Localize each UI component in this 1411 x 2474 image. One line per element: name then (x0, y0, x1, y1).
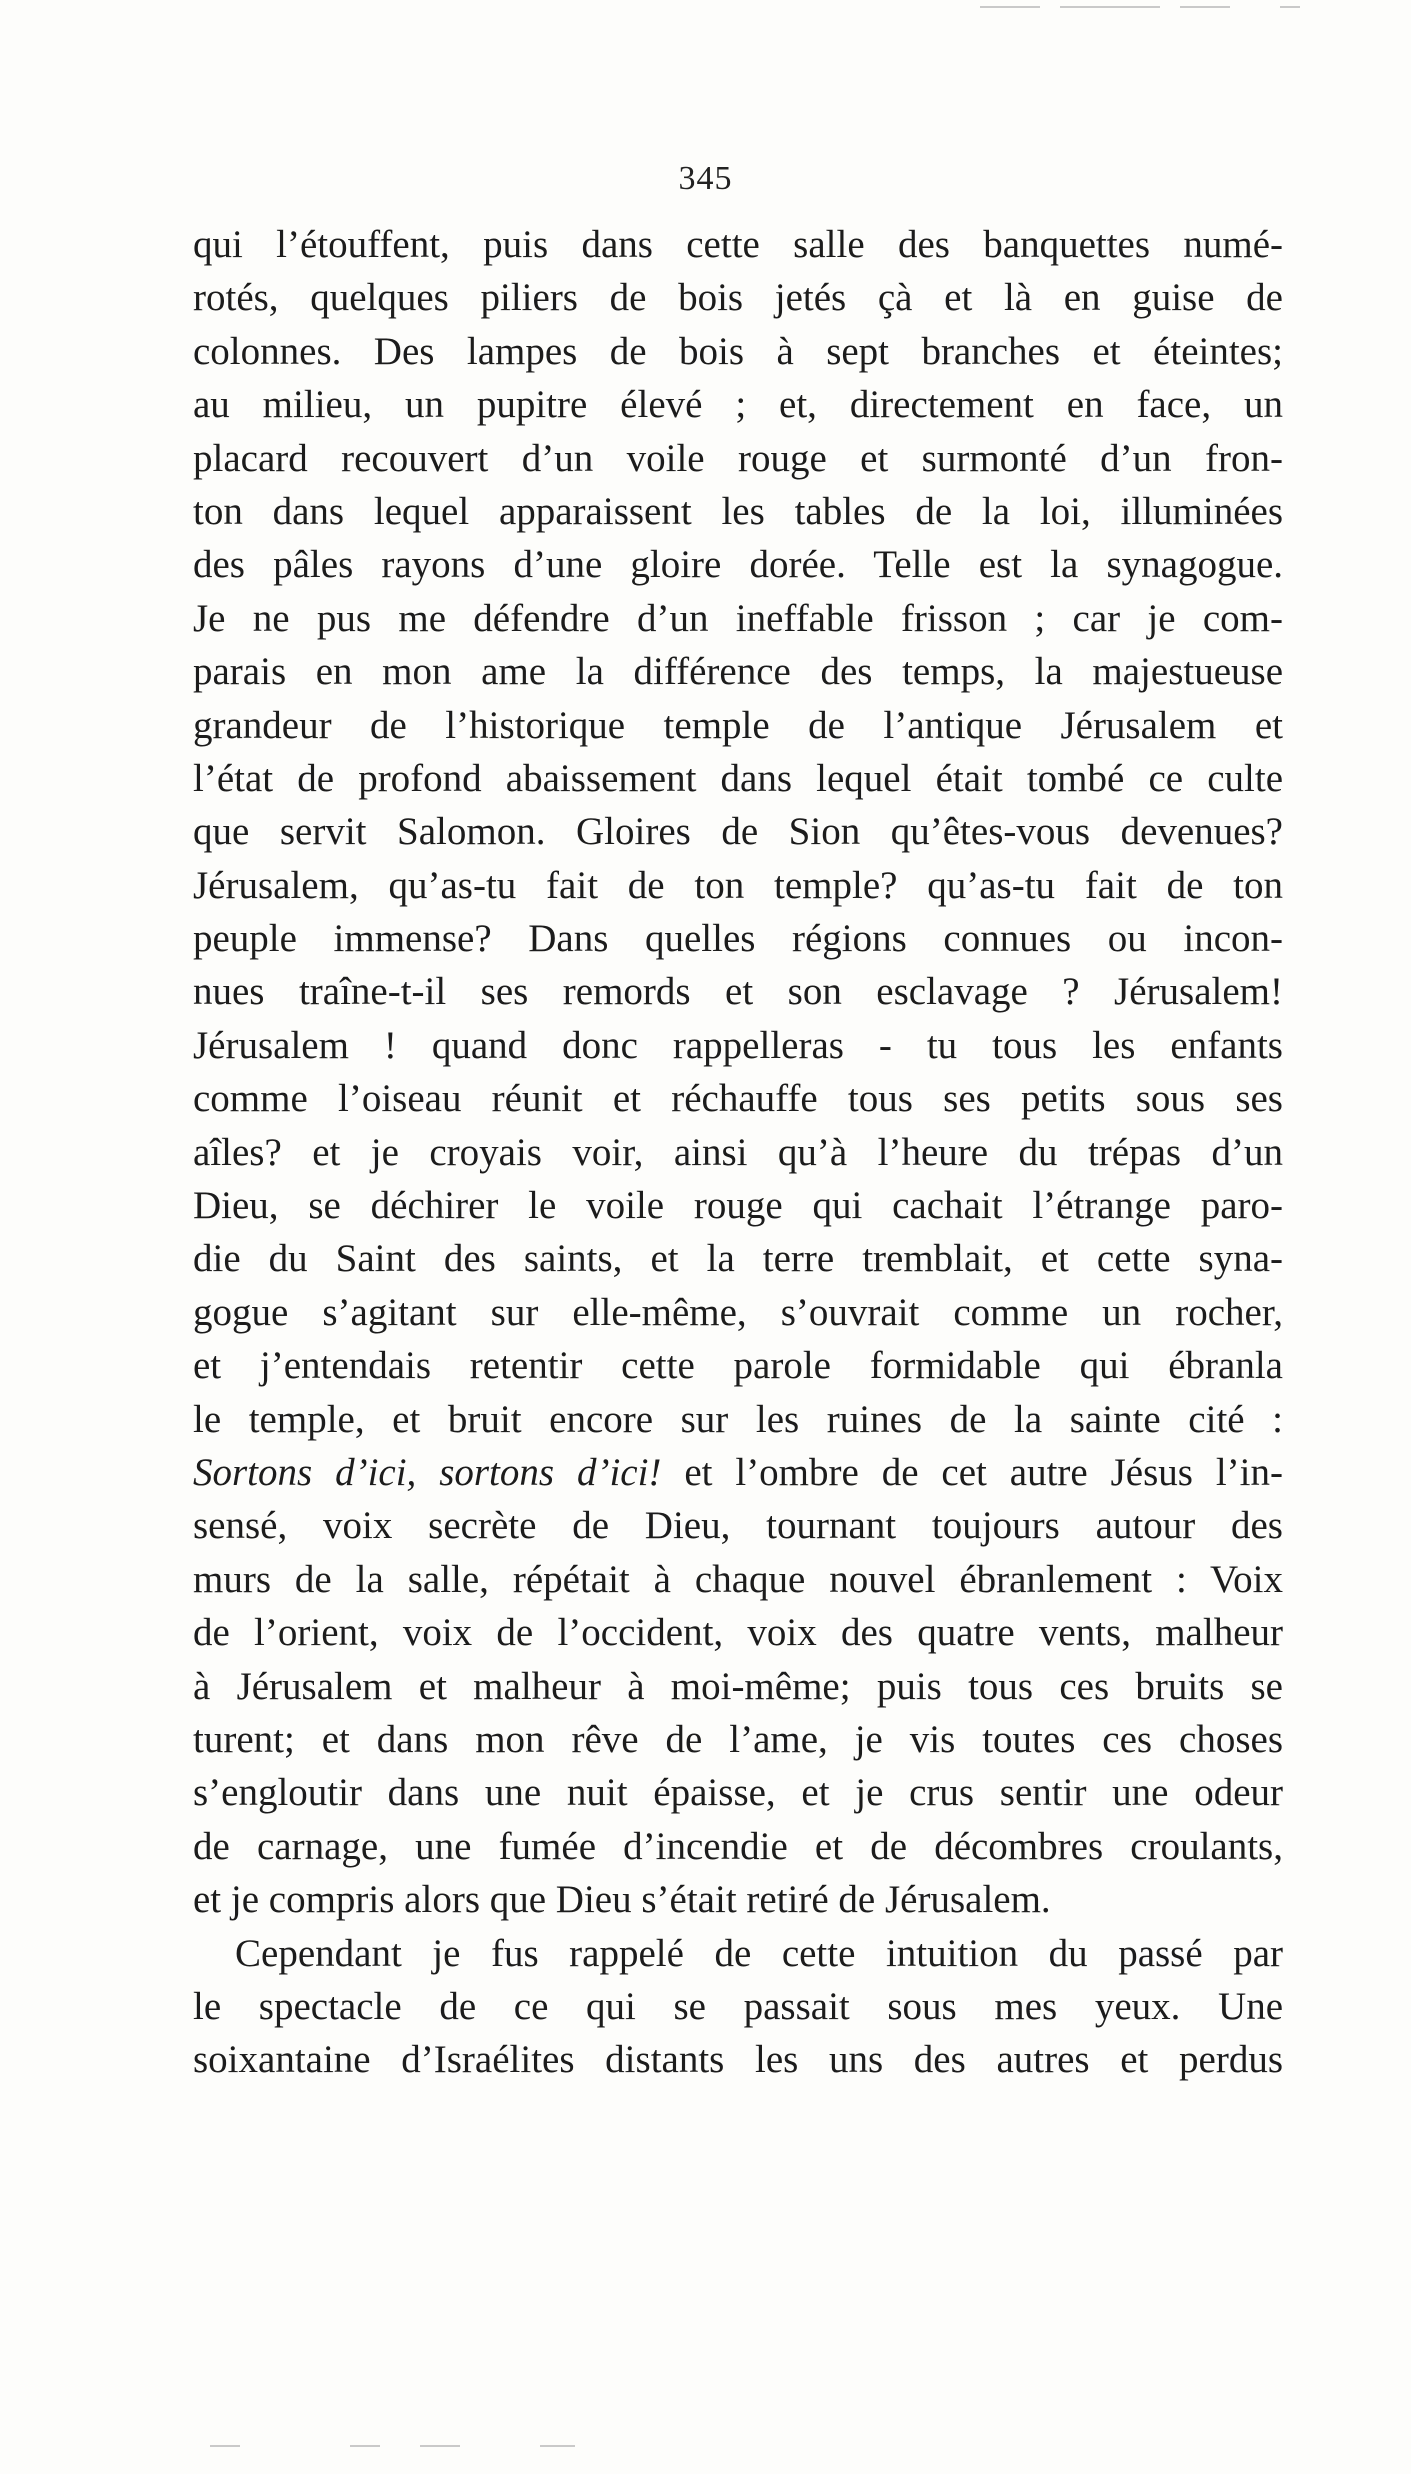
line-text: de l’orient, voix de l’occident, voix des quatre vents, malheur (193, 1611, 1283, 1655)
scan-mark-top (1060, 6, 1160, 8)
scan-mark-bottom (210, 2445, 240, 2447)
text-line (193, 485, 1283, 538)
line-text: et l’ombre de cet autre Jésus l’in- (661, 1450, 1283, 1494)
text-line (193, 271, 1283, 324)
page-number: 345 (678, 160, 733, 197)
text-line (193, 1660, 1283, 1713)
text-line (193, 1126, 1283, 1179)
line-text: turent; et dans mon rêve de l’ame, je vis toutes ces choses (193, 1717, 1283, 1761)
line-text: le spectacle de ce qui se passait sous mes yeux. Une (193, 1984, 1283, 2028)
line-text: grandeur de l’historique temple de l’antique Jérusalem et (193, 703, 1283, 747)
text-line (193, 1820, 1283, 1873)
line-text: au milieu, un pupitre élevé ; et, directement en face, un (193, 383, 1283, 427)
text-line (193, 1606, 1283, 1659)
text-line (193, 432, 1283, 485)
line-text: l’état de profond abaissement dans lequel était tombé ce culte (193, 756, 1283, 800)
text-line (193, 592, 1283, 645)
line-text: murs de la salle, répétait à chaque nouvel ébranlement : Voix (193, 1557, 1283, 1601)
scan-mark-top (980, 6, 1040, 8)
line-text: que servit Salomon. Gloires de Sion qu’êtes-vous devenues? (193, 810, 1283, 854)
line-text: parais en mon ame la différence des temps, la majestueuse (193, 650, 1283, 694)
scan-mark-bottom (540, 2445, 575, 2447)
line-text: Jérusalem, qu’as-tu fait de ton temple? qu’as-tu fait de ton (193, 863, 1283, 907)
line-text: des pâles rayons d’une gloire dorée. Telle est la synagogue. (193, 543, 1283, 587)
paragraph (193, 218, 1283, 1927)
text-line (193, 752, 1283, 805)
line-text: Je ne pus me défendre d’un ineffable frisson ; car je com- (193, 596, 1283, 640)
text-line (193, 965, 1283, 1018)
text-line (193, 912, 1283, 965)
scan-mark-bottom (350, 2445, 380, 2447)
line-text: nues traîne-t-il ses remords et son esclavage ? Jérusalem! (193, 970, 1283, 1014)
line-text: de carnage, une fumée d’incendie et de décombres croulants, (193, 1824, 1283, 1868)
text-line (193, 699, 1283, 752)
text-line (193, 859, 1283, 912)
text-line (193, 218, 1283, 271)
line-text: Jérusalem ! quand donc rappelleras - tu tous les enfants (193, 1023, 1283, 1067)
text-line (193, 1339, 1283, 1392)
line-text: soixantaine d’Israélites distants les uns des autres et perdus (193, 2038, 1283, 2082)
text-line (193, 1393, 1283, 1446)
text-line (193, 1179, 1283, 1232)
text-line (193, 325, 1283, 378)
line-text: Cependant je fus rappelé de cette intuition du passé par (235, 1931, 1283, 1975)
line-text: comme l’oiseau réunit et réchauffe tous ses petits sous ses (193, 1077, 1283, 1121)
line-text: s’engloutir dans une nuit épaisse, et je crus sentir une odeur (193, 1771, 1283, 1815)
text-line (193, 1019, 1283, 1072)
line-text: qui l’étouffent, puis dans cette salle des banquettes numé- (193, 223, 1283, 266)
line-text: et j’entendais retentir cette parole formidable qui ébranla (193, 1344, 1283, 1388)
text-line (193, 1766, 1283, 1819)
line-text: peuple immense? Dans quelles régions connues ou incon- (193, 917, 1283, 961)
line-text: ton dans lequel apparaissent les tables de la loi, illuminées (193, 489, 1283, 533)
text-line (193, 1499, 1283, 1552)
line-text: rotés, quelques piliers de bois jetés çà et là en guise de (193, 276, 1283, 320)
text-line (193, 1072, 1283, 1125)
text-line (193, 1232, 1283, 1285)
scan-mark-top (1280, 6, 1300, 8)
text-line (193, 538, 1283, 591)
body-text (193, 218, 1283, 2087)
text-line (193, 1286, 1283, 1339)
italic-phrase: Sortons d’ici, sortons d’ici! (193, 1450, 662, 1494)
text-line (193, 378, 1283, 431)
line-text: aîles? et je croyais voir, ainsi qu’à l’heure du trépas d’un (193, 1130, 1283, 1174)
scan-mark-bottom (420, 2445, 460, 2447)
text-line (193, 805, 1283, 858)
text-line (193, 1553, 1283, 1606)
text-line (193, 2033, 1283, 2086)
line-text: sensé, voix secrète de Dieu, tournant toujours autour des (193, 1504, 1283, 1548)
text-line (193, 1980, 1283, 2033)
line-text: et je compris alors que Dieu s’était retiré de Jérusalem. (193, 1878, 1051, 1922)
line-text: à Jérusalem et malheur à moi-même; puis tous ces bruits se (193, 1664, 1283, 1708)
scan-mark-top (1180, 6, 1230, 8)
line-text: le temple, et bruit encore sur les ruines de la sainte cité : (193, 1397, 1283, 1441)
text-line (193, 645, 1283, 698)
paragraph (193, 1927, 1283, 2087)
text-line (193, 1713, 1283, 1766)
line-text: Dieu, se déchirer le voile rouge qui cachait l’étrange paro- (193, 1184, 1283, 1228)
text-line (193, 1873, 1283, 1926)
line-text: gogue s’agitant sur elle-même, s’ouvrait comme un rocher, (193, 1290, 1283, 1334)
text-line (193, 1446, 1283, 1499)
line-text: colonnes. Des lampes de bois à sept branches et éteintes; (193, 329, 1283, 373)
line-text: placard recouvert d’un voile rouge et surmonté d’un fron- (193, 436, 1283, 480)
text-line (193, 1927, 1283, 1980)
line-text: die du Saint des saints, et la terre tremblait, et cette syna- (193, 1237, 1283, 1281)
